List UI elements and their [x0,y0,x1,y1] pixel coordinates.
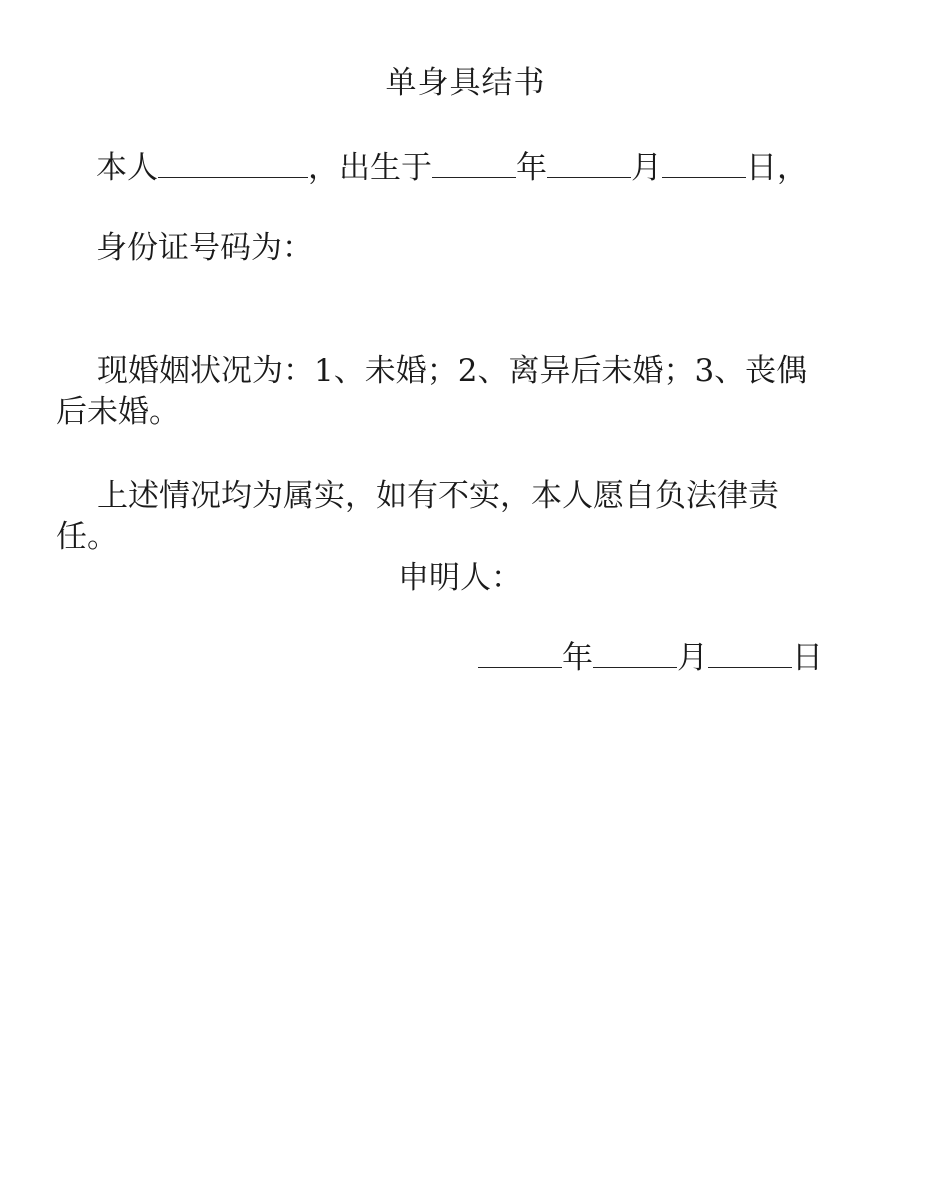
id-number-label: 身份证号码为： [96,230,313,266]
birth-month-blank [547,151,631,178]
sign-day-label: 日 [792,640,823,676]
birth-day-blank [662,151,746,178]
day-label: 日， [746,150,808,186]
document-title: 单身具结书 [385,65,546,101]
sign-month-blank [593,641,677,668]
year-label: 年 [516,150,547,186]
declaration-paragraph: 上述情况均为属实，如有不实，本人愿自负法律责任。 [56,478,779,555]
signature-date-line [478,640,823,676]
sign-month-label: 月 [677,640,708,676]
self-label: 本人 [96,150,158,186]
name-blank [158,151,308,178]
marital-status-paragraph: 现婚姻状况为：1、未婚；2、离异后未婚；3、丧偶后未婚。 [56,353,808,430]
month-label: 月 [631,150,662,186]
sign-year-blank [478,641,562,668]
signer-label: 申明人： [398,560,522,596]
identity-line [96,150,808,186]
sign-year-label: 年 [562,640,593,676]
birth-year-blank [432,151,516,178]
sign-day-blank [708,641,792,668]
born-label: ，出生于 [308,150,432,186]
